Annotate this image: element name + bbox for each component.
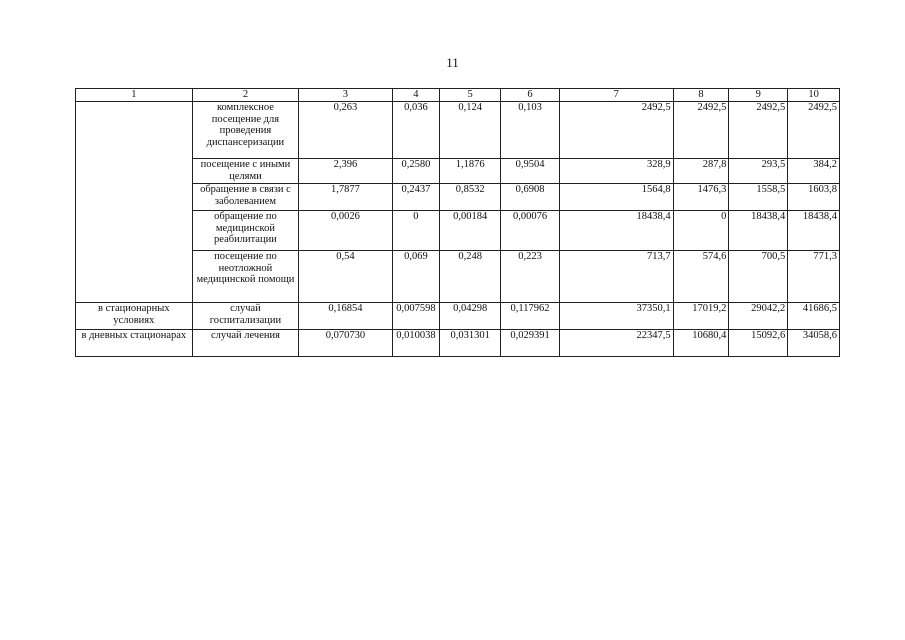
value-cell: 0,2580 bbox=[392, 159, 440, 184]
value-cell: 0,16854 bbox=[299, 303, 392, 330]
value-cell: 293,5 bbox=[729, 159, 788, 184]
header-cell: 3 bbox=[299, 89, 392, 102]
header-cell: 5 bbox=[440, 89, 501, 102]
header-cell: 6 bbox=[501, 89, 560, 102]
value-cell: 17019,2 bbox=[673, 303, 729, 330]
header-cell: 7 bbox=[559, 89, 673, 102]
row-label: посещение с иными целями bbox=[192, 159, 299, 184]
value-cell: 1476,3 bbox=[673, 184, 729, 211]
value-cell: 700,5 bbox=[729, 251, 788, 303]
value-cell: 0,223 bbox=[501, 251, 560, 303]
value-cell: 0,124 bbox=[440, 102, 501, 159]
value-cell: 1564,8 bbox=[559, 184, 673, 211]
row-label: обращение в связи с заболеванием bbox=[192, 184, 299, 211]
value-cell: 328,9 bbox=[559, 159, 673, 184]
value-cell: 713,7 bbox=[559, 251, 673, 303]
value-cell: 1,7877 bbox=[299, 184, 392, 211]
page-number: 11 bbox=[446, 55, 459, 70]
value-cell: 0,029391 bbox=[501, 330, 560, 357]
value-cell: 37350,1 bbox=[559, 303, 673, 330]
row-group-label: в стационарных условиях bbox=[76, 303, 193, 330]
value-cell: 1558,5 bbox=[729, 184, 788, 211]
value-cell: 384,2 bbox=[788, 159, 840, 184]
row-label: случай госпитализации bbox=[192, 303, 299, 330]
tariff-table bbox=[75, 88, 840, 357]
value-cell: 0,010038 bbox=[392, 330, 440, 357]
value-cell: 0 bbox=[392, 211, 440, 251]
value-cell: 771,3 bbox=[788, 251, 840, 303]
value-cell: 0 bbox=[673, 211, 729, 251]
value-cell: 0,00184 bbox=[440, 211, 501, 251]
row-label: случай лечения bbox=[192, 330, 299, 357]
value-cell: 0,0026 bbox=[299, 211, 392, 251]
value-cell: 0,031301 bbox=[440, 330, 501, 357]
value-cell: 10680,4 bbox=[673, 330, 729, 357]
value-cell: 0,036 bbox=[392, 102, 440, 159]
value-cell: 0,007598 bbox=[392, 303, 440, 330]
value-cell: 0,04298 bbox=[440, 303, 501, 330]
header-cell: 4 bbox=[392, 89, 440, 102]
value-cell: 2492,5 bbox=[673, 102, 729, 159]
value-cell: 2,396 bbox=[299, 159, 392, 184]
row-label: комплексное посещение для проведения диспансеризации bbox=[192, 102, 299, 159]
value-cell: 2492,5 bbox=[788, 102, 840, 159]
value-cell: 0,6908 bbox=[501, 184, 560, 211]
value-cell: 1603,8 bbox=[788, 184, 840, 211]
value-cell: 0,103 bbox=[501, 102, 560, 159]
row-group-label: в дневных стационарах bbox=[76, 330, 193, 357]
row-label: посещение по неотложной медицинской помощи bbox=[192, 251, 299, 303]
value-cell: 15092,6 bbox=[729, 330, 788, 357]
row-label: обращение по медицинской реабилитации bbox=[192, 211, 299, 251]
table-header-row bbox=[76, 89, 840, 102]
value-cell: 0,00076 bbox=[501, 211, 560, 251]
value-cell: 29042,2 bbox=[729, 303, 788, 330]
value-cell: 18438,4 bbox=[788, 211, 840, 251]
row-group-label bbox=[76, 102, 193, 303]
value-cell: 0,54 bbox=[299, 251, 392, 303]
table-row bbox=[76, 303, 840, 330]
header-cell: 1 bbox=[76, 89, 193, 102]
header-cell: 10 bbox=[788, 89, 840, 102]
value-cell: 0,8532 bbox=[440, 184, 501, 211]
value-cell: 34058,6 bbox=[788, 330, 840, 357]
value-cell: 22347,5 bbox=[559, 330, 673, 357]
value-cell: 2492,5 bbox=[559, 102, 673, 159]
value-cell: 18438,4 bbox=[729, 211, 788, 251]
value-cell: 0,2437 bbox=[392, 184, 440, 211]
value-cell: 0,070730 bbox=[299, 330, 392, 357]
header-cell: 2 bbox=[192, 89, 299, 102]
value-cell: 0,069 bbox=[392, 251, 440, 303]
value-cell: 41686,5 bbox=[788, 303, 840, 330]
value-cell: 0,9504 bbox=[501, 159, 560, 184]
value-cell: 0,248 bbox=[440, 251, 501, 303]
table-row bbox=[76, 102, 840, 159]
value-cell: 18438,4 bbox=[559, 211, 673, 251]
value-cell: 2492,5 bbox=[729, 102, 788, 159]
table-row bbox=[76, 330, 840, 357]
value-cell: 287,8 bbox=[673, 159, 729, 184]
value-cell: 0,263 bbox=[299, 102, 392, 159]
value-cell: 0,117962 bbox=[501, 303, 560, 330]
header-cell: 8 bbox=[673, 89, 729, 102]
value-cell: 574,6 bbox=[673, 251, 729, 303]
header-cell: 9 bbox=[729, 89, 788, 102]
value-cell: 1,1876 bbox=[440, 159, 501, 184]
